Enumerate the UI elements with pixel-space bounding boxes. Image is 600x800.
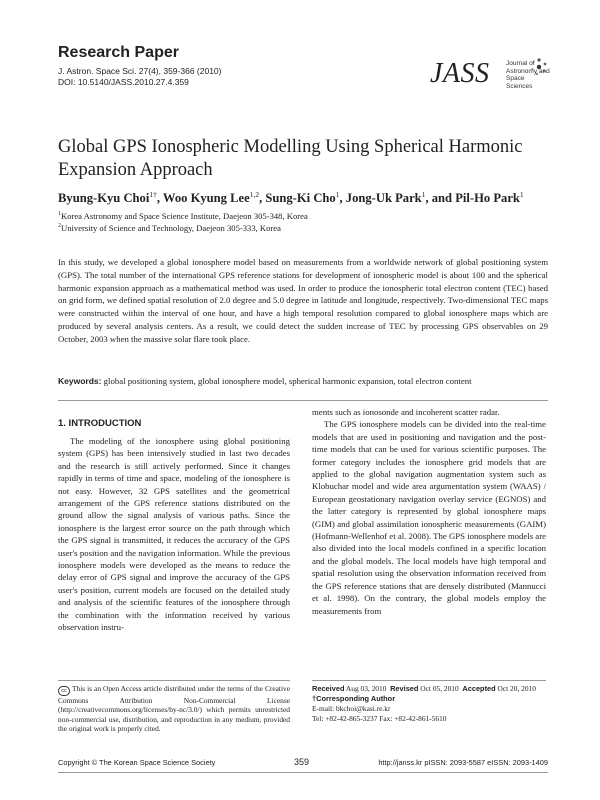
affiliation: $^2$University of Science and Technology, Daejeon 305-333, Korea <box>58 223 281 233</box>
author: Woo Kyung Lee$^{1,2}$, <box>162 190 266 206</box>
paragraph: ments such as ionosonde and incoherent scatter radar. <box>312 407 500 417</box>
divider <box>58 772 548 773</box>
divider <box>58 400 548 401</box>
logo-subtitle: Journal of Astronomy and Space Sciences <box>506 60 550 90</box>
author: Sung-Ki Cho$^1$, <box>265 190 346 206</box>
paper-type: Research Paper <box>58 44 179 61</box>
phone: Tel: +82-42-865-3237 Fax: +82-42-861-5610 <box>312 714 447 723</box>
creative-commons-icon: cc <box>58 686 70 696</box>
author: Jong-Uk Park$^1$, and <box>345 190 456 206</box>
author: Byung-Kyu Choi$^{1\dagger}$, <box>58 190 163 206</box>
keywords-text: global positioning system, global ionosphere model, spherical harmonic expansion, total electron content <box>101 376 472 386</box>
copyright: Copyright © The Korean Space Science Society <box>58 758 216 767</box>
section-heading: 1. INTRODUCTION <box>58 418 142 429</box>
corresponding-author: †Corresponding Author <box>312 694 396 703</box>
keywords-label: Keywords: <box>58 376 102 386</box>
license-note: cc This is an Open Access article distributed under the terms of the Creative Commons Attribution Non-Commercial License (http://creativecommons.org/licenses/by-nc/3.0/) which permits unrestricted non-commercial use, distribution, and reproduction in any medium, provided the original work is properly cited. <box>58 684 290 734</box>
page-footer <box>58 758 548 772</box>
divider <box>312 680 546 681</box>
right-column <box>312 407 546 617</box>
dates: Received Aug 03, 2010 Revised Oct 05, 2010 Accepted Oct 20, 2010 <box>312 684 536 693</box>
citation: J. Astron. Space Sci. 27(4), 359-366 (2010) <box>58 66 222 76</box>
affiliation: $^1$Korea Astronomy and Space Science Institute, Daejeon 305-348, Korea <box>58 211 308 221</box>
paper-title: Global GPS Ionospheric Modelling Using Spherical Harmonic Expansion Approach <box>58 137 523 180</box>
logo-text: JASS <box>430 58 490 89</box>
email: E-mail: bkchoi@kasi.re.kr <box>312 704 391 713</box>
keywords <box>58 376 548 386</box>
paragraph: The GPS ionosphere models can be divided into the real-time models that are used in positioning and navigation and the post-time models that can be used for various scientific purposes. The former category includes the ionosphere grid models that are applied to the global navigation augmentation system such as Klobuchar model and wide area argumentation system (WAAS) / European geostationary navigation overlay service (EGNOS) and the latter category is represented by global ionosphere maps (GIM) and global assimilation ionospheric measurements (GAIM) (Hofmann-Wellenhof et al. 2008). The GPS ionosphere models are also divided into the local models confined in a specific location and the global models. The local models have high temporal and spatial resolution using the observation information received from the GPS reference stations that are densely distributed (Mannucci et al. 1998). On the contrary, the global models employ the measurements from <box>312 419 546 616</box>
issn: http://janss.kr pISSN: 2093-5587 eISSN: 2093-1409 <box>378 758 548 767</box>
left-column <box>58 418 290 634</box>
journal-header <box>58 44 221 88</box>
author: Pil-Ho Park$^1$ <box>455 190 524 206</box>
journal-logo <box>430 58 550 98</box>
author-list <box>58 190 558 206</box>
doi: DOI: 10.5140/JASS.2010.27.4.359 <box>58 77 189 87</box>
divider <box>58 680 290 681</box>
article-meta <box>312 684 546 724</box>
paragraph: The modeling of the ionosphere using global positioning system (GPS) has been intensively studied in last two decades and the research is still actively performed. Since it changes rapidly in terms of time and space, modeling of the ionosphere is not easy. However, 32 GPS satellites and the geometrical arrangement of the GPS reference stations distributed on the ground allow the signal analysis of various paths. Since the ionosphere is the largest error source on the path through which the GPS signal is transmitted, it reduces the accuracy of the GPS user's position and the navigation information. While the previous ionosphere models were developed as the means to reduce the delay error of GPS signal and improve the accuracy of the GPS user's position, current models are focused on the detailed study and analysis of the scientific features of the ionosphere through the combination with the information received by various observation instru- <box>58 436 290 633</box>
page-number: 359 <box>294 757 310 767</box>
abstract: In this study, we developed a global ionosphere model based on measurements from a worldwide network of global positioning system (GPS). The total number of the international GPS reference stations for development of ionospheric model is about 100 and the spherical harmonic expansion approach as a mathematical method was used. In order to produce the ionospheric total electron content (TEC) based on grid form, we defined spatial resolution of 2.0 degree and 5.0 degree in latitude and longitude, respectively. Two-dimensional TEC maps were constructed within the interval of one hour, and have a high temporal resolution compared to global ionosphere maps which are produced by several analysis centers. As a result, we could detect the sudden increase of TEC by processing GPS observables on 29 October, 2003 when the massive solar flare took place. <box>58 257 548 344</box>
